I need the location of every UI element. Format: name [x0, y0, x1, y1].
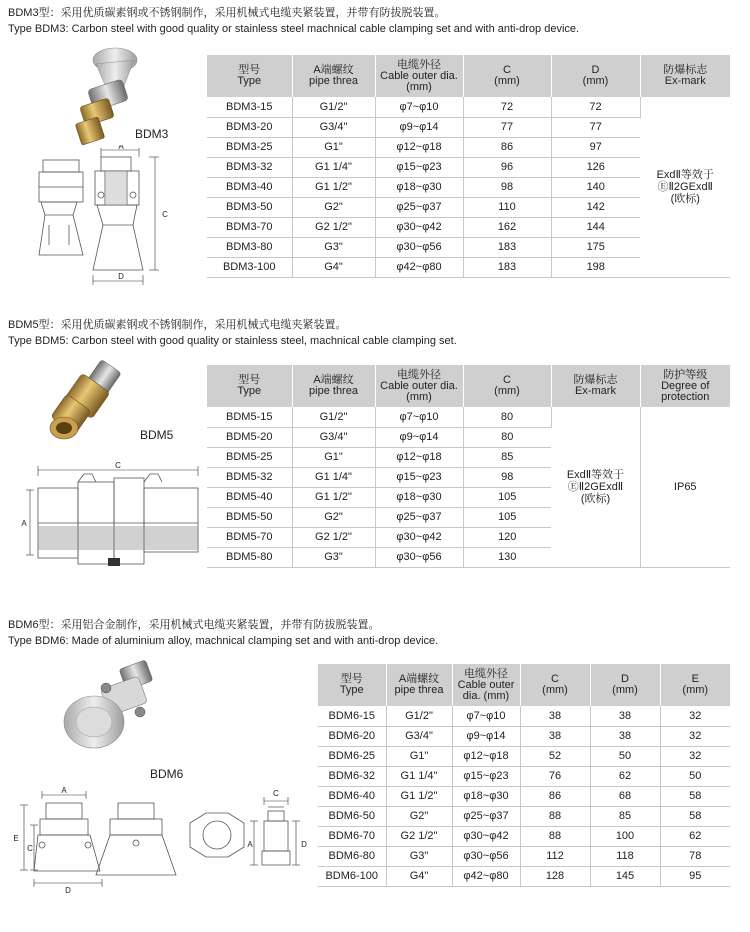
- bdm5-header-thread: A端螺纹 pipe threa: [292, 365, 375, 407]
- bdm5-protection-cell: IP65: [640, 407, 730, 567]
- table-row: BDM3-50 G2" φ25~φ37 110 142: [207, 197, 730, 217]
- bdm3-dim-a: A: [118, 145, 124, 151]
- bdm3-header-c: C (mm): [463, 55, 551, 97]
- bdm3-header-cable-dia: 电缆外径 Cable outer dia. (mm): [375, 55, 463, 97]
- bdm5-description-cn: BDM5型：采用优质碳素钢或不锈钢制作，采用机械式电缆夹紧装置。: [8, 319, 347, 331]
- table-row: BDM6-20 G3/4" φ9~φ14 38 38 32: [318, 726, 730, 746]
- bdm6-header-d: D (mm): [590, 664, 660, 706]
- bdm3-description-cn: BDM3型：采用优质碳素钢或不锈钢制作，采用机械式电缆夹紧装置，并带有防拔脱装置。: [8, 7, 446, 19]
- bdm3-header-row: [207, 55, 730, 97]
- bdm6-dim-a: A: [61, 786, 67, 795]
- bdm6-header-c: C (mm): [520, 664, 590, 706]
- bdm5-header-c: C (mm): [463, 365, 551, 407]
- table-row: BDM6-40 G1 1/2" φ18~φ30 86 68 58: [318, 786, 730, 806]
- bdm6-header-cable-dia: 电缆外径 Cable outer dia. (mm): [452, 664, 520, 706]
- table-row: BDM3-80 G3" φ30~φ56 183 175: [207, 237, 730, 257]
- bdm6-header-row: [318, 664, 730, 706]
- bdm5-description-en: Type BDM5: Carbon steel with good quality or stainless steel, machnical cable clamping set.: [8, 335, 457, 347]
- bdm6-dim-e: E: [13, 834, 19, 843]
- bdm6-header-type: 型号 Type: [318, 664, 386, 706]
- bdm3-header-type: 型号 Type: [207, 55, 292, 97]
- bdm6-description-en: Type BDM6: Made of aluminium alloy, machnical clamping set and with anti-drop device.: [8, 635, 439, 647]
- bdm5-header-type: 型号 Type: [207, 365, 292, 407]
- table-row: BDM3-15 G1/2" φ7~φ10 72 72 ExdⅡ等效于 ⒺⅡ2GExdⅡ (欧标): [207, 97, 730, 117]
- table-row: BDM5-50 G2" φ25~φ37 105: [207, 507, 730, 527]
- table-row: BDM3-25 G1" φ12~φ18 86 97: [207, 137, 730, 157]
- bdm3-header-thread: A端螺纹 pipe threa: [292, 55, 375, 97]
- bdm6-description-cn: BDM6型：采用铝合金制作，采用机械式电缆夹紧装置，并带有防拔脱装置。: [8, 619, 380, 631]
- bdm5-header-exmark: 防爆标志 Ex-mark: [551, 365, 640, 407]
- bdm3-dim-c: C: [162, 210, 168, 219]
- table-row: BDM3-20 G3/4" φ9~φ14 77 77: [207, 117, 730, 137]
- bdm6-product-label: BDM6: [150, 767, 184, 781]
- table-row: BDM3-40 G1 1/2" φ18~φ30 98 140: [207, 177, 730, 197]
- table-row: BDM5-25 G1" φ12~φ18 85: [207, 447, 730, 467]
- table-row: BDM6-100 G4" φ42~φ80 128 145 95: [318, 866, 730, 886]
- table-row: BDM3-32 G1 1/4" φ15~φ23 96 126: [207, 157, 730, 177]
- table-row: BDM3-70 G2 1/2" φ30~φ42 162 144: [207, 217, 730, 237]
- bdm5-product-label: BDM5: [140, 428, 174, 442]
- bdm3-header-exmark: 防爆标志 Ex-mark: [640, 55, 730, 97]
- bdm5-dim-c: C: [115, 461, 121, 470]
- bdm6-header-e: E (mm): [660, 664, 730, 706]
- bdm6-technical-drawing: [10, 785, 310, 905]
- bdm5-header-row: [207, 365, 730, 407]
- table-row: BDM5-20 G3/4" φ9~φ14 80: [207, 427, 730, 447]
- table-row: BDM6-25 G1" φ12~φ18 52 50 32: [318, 746, 730, 766]
- table-row: BDM5-80 G3" φ30~φ56 130: [207, 547, 730, 567]
- bdm3-spec-table: [207, 55, 730, 278]
- bdm3-header-d: D (mm): [551, 55, 640, 97]
- table-row: BDM6-80 G3" φ30~φ56 112 118 78: [318, 846, 730, 866]
- bdm6-side-dim-a: A: [247, 840, 253, 849]
- bdm3-product-label: BDM3: [135, 127, 169, 141]
- bdm5-dim-a: A: [21, 519, 27, 528]
- bdm3-exmark-cell: ExdⅡ等效于 ⒺⅡ2GExdⅡ (欧标): [640, 97, 730, 277]
- bdm6-dim-c: C: [27, 844, 33, 853]
- bdm5-exmark-cell: ExdⅡ等效于 ⒺⅡ2GExdⅡ (欧标): [551, 407, 640, 567]
- bdm3-dim-d: D: [118, 272, 124, 281]
- bdm6-side-dim-c: C: [273, 789, 279, 798]
- table-row: BDM6-32 G1 1/4" φ15~φ23 76 62 50: [318, 766, 730, 786]
- table-row: BDM5-70 G2 1/2" φ30~φ42 120: [207, 527, 730, 547]
- bdm5-technical-drawing: [20, 460, 200, 570]
- bdm5-spec-table: [207, 365, 730, 568]
- bdm5-product-photo: [40, 360, 130, 450]
- table-row: BDM5-32 G1 1/4" φ15~φ23 98: [207, 467, 730, 487]
- bdm6-product-photo: [60, 660, 165, 760]
- bdm6-dim-d: D: [65, 886, 71, 895]
- table-row: BDM5-40 G1 1/2" φ18~φ30 105: [207, 487, 730, 507]
- table-row: BDM6-15 G1/2" φ7~φ10 38 38 32: [318, 706, 730, 726]
- bdm5-header-protection: 防护等级 Degree of protection: [640, 365, 730, 407]
- bdm5-header-cable-dia: 电缆外径 Cable outer dia. (mm): [375, 365, 463, 407]
- table-row: BDM6-50 G2" φ25~φ37 88 85 58: [318, 806, 730, 826]
- table-row: BDM5-15 G1/2" φ7~φ10 80 ExdⅡ等效于 ⒺⅡ2GExdⅡ (欧标) IP65: [207, 407, 730, 427]
- bdm6-header-thread: A端螺纹 pipe threa: [386, 664, 452, 706]
- bdm3-description-en: Type BDM3: Carbon steel with good quality or stainless steel machnical cable clamping set and with anti-drop device.: [8, 23, 580, 35]
- bdm6-side-dim-d: D: [301, 840, 307, 849]
- bdm6-spec-table: [318, 664, 730, 887]
- table-row: BDM6-70 G2 1/2" φ30~φ42 88 100 62: [318, 826, 730, 846]
- bdm3-technical-drawing: [35, 145, 175, 290]
- table-row: BDM3-100 G4" φ42~φ80 183 198: [207, 257, 730, 277]
